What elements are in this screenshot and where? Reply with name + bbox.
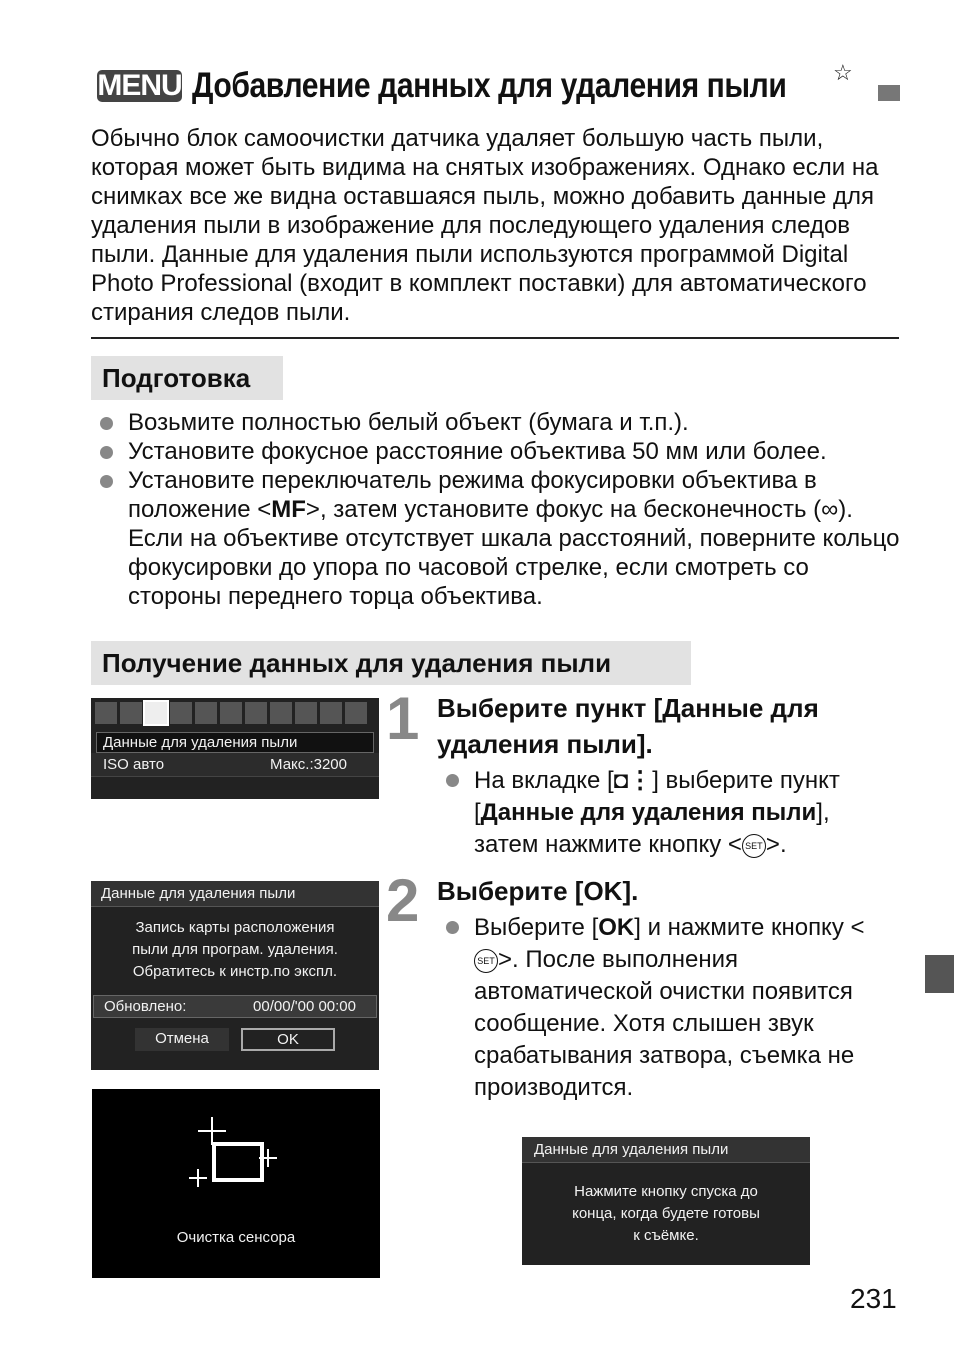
step-number: 1 [386, 685, 420, 752]
text: На вкладке [ [474, 767, 614, 794]
menu-item-iso [91, 753, 379, 777]
menu-tab-icon [245, 702, 267, 724]
updated-label: Обновлено: [104, 998, 187, 1015]
text: пыли для програм. удаления. [132, 941, 338, 958]
set-button-icon: SET [474, 949, 498, 973]
updated-row [93, 995, 377, 1018]
text: конца, когда будете готовы [572, 1205, 760, 1222]
text: OK [598, 914, 635, 941]
text: Данные для удаления пыли [480, 799, 817, 826]
page-number: 231 [850, 1283, 897, 1314]
sensor-cleaning-icon [92, 1089, 380, 1209]
set-button-icon: SET [742, 834, 766, 858]
dialog-message [91, 917, 379, 983]
iso-value: Макс.:3200 [270, 756, 347, 773]
section2-heading: Получение данных для удаления пыли [91, 641, 691, 685]
dialog-buttons [91, 1028, 379, 1051]
step2-list [437, 912, 887, 1104]
prep-list [91, 408, 901, 611]
menu-item-dust-data: Данные для удаления пыли [96, 732, 374, 753]
menu-tab-icon [145, 702, 167, 724]
menu-tab-icon [170, 702, 192, 724]
menu-tab-icon [220, 702, 242, 724]
menu-tab-icon [120, 702, 142, 724]
chapter-tab [925, 955, 954, 993]
camera-tab-icon: ◘⋮ [613, 767, 653, 794]
cancel-button[interactable]: Отмена [135, 1028, 229, 1051]
star-icon: ☆ [833, 60, 853, 85]
menu-tab-icon [270, 702, 292, 724]
menu-badge-icon: MENU [97, 69, 182, 102]
text: ], затем нажмите кнопку < [474, 799, 830, 858]
menu-tabs [91, 698, 379, 728]
dialog-title: Данные для удаления пыли [522, 1137, 810, 1163]
menu-tab-icon [345, 702, 367, 724]
text: Выберите [ [474, 914, 599, 941]
list-item: Возьмите полностью белый объект (бумага и т.п.). [91, 408, 901, 437]
divider [91, 337, 899, 339]
dust-data-prompt-screen [522, 1137, 810, 1265]
menu-tab-icon [295, 702, 317, 724]
dust-data-dialog-screen [91, 881, 379, 1070]
step1-heading: Выберите пункт [Данные для удаления пыли]. [437, 693, 819, 759]
menu-tab-icon [195, 702, 217, 724]
section-marker [878, 85, 900, 101]
cleaning-caption: Очистка сенсора [176, 1229, 296, 1246]
list-item: Установите фокусное расстояние объектива 50 мм или более. [91, 437, 901, 466]
menu-tab-icon [320, 702, 342, 724]
dialog-message [522, 1181, 810, 1247]
step2-heading: Выберите [OK]. [437, 876, 639, 906]
text: >. [765, 831, 787, 858]
intro-paragraph: Обычно блок самоочистки датчика удаляет большую часть пыли, которая может быть видима на снятых изображениях. Однако если на снимках все же видна оставшаяся пыль, можно добавить данные для удаления пыли в изображение для последующего удаления следов пыли. Данные для удаления пыли используются программой Digital Photo Professional (входит в комплект поставки) для автоматического стирания следов пыли. [91, 125, 879, 326]
text: >, затем установите фокус на бесконечность (∞). Если на объективе отсутствует шкала расстояний, поверните кольцо фокусировки до упора по часовой стрелке, если смотреть со стороны переднего торца объектива. [128, 496, 900, 610]
camera-menu-screen [91, 698, 379, 799]
dialog-title: Данные для удаления пыли [91, 881, 379, 907]
text: Обратитесь к инстр.по экспл. [132, 963, 338, 980]
step1-list [437, 765, 887, 861]
list-item [91, 466, 901, 611]
menu-tab-icon [95, 702, 117, 724]
text: >. После выполнения автоматической очистки появится сообщение. Хотя слышен звук срабатывания затвора, съемка не производится. [474, 946, 855, 1101]
text: Нажмите кнопку спуска до [574, 1183, 758, 1200]
list-item [437, 912, 887, 1104]
text: ] и нажмите кнопку < [634, 914, 865, 941]
text: Установите переключатель режима фокусировки объектива в положение < [128, 467, 817, 523]
iso-label: ISO авто [103, 756, 165, 773]
step-number: 2 [386, 867, 420, 934]
page-title: Добавление данных для удаления пыли [192, 66, 787, 105]
sensor-cleaning-screen [92, 1089, 380, 1278]
ok-button[interactable]: OK [241, 1028, 335, 1051]
text: к съёмке. [633, 1227, 699, 1244]
text: Запись карты расположения [135, 919, 335, 936]
prep-heading: Подготовка [91, 356, 283, 400]
text: ] выберите пункт [ [474, 767, 840, 826]
mf-label: MF [271, 496, 306, 523]
list-item [437, 765, 887, 861]
updated-value: 00/00/'00 00:00 [253, 998, 356, 1015]
